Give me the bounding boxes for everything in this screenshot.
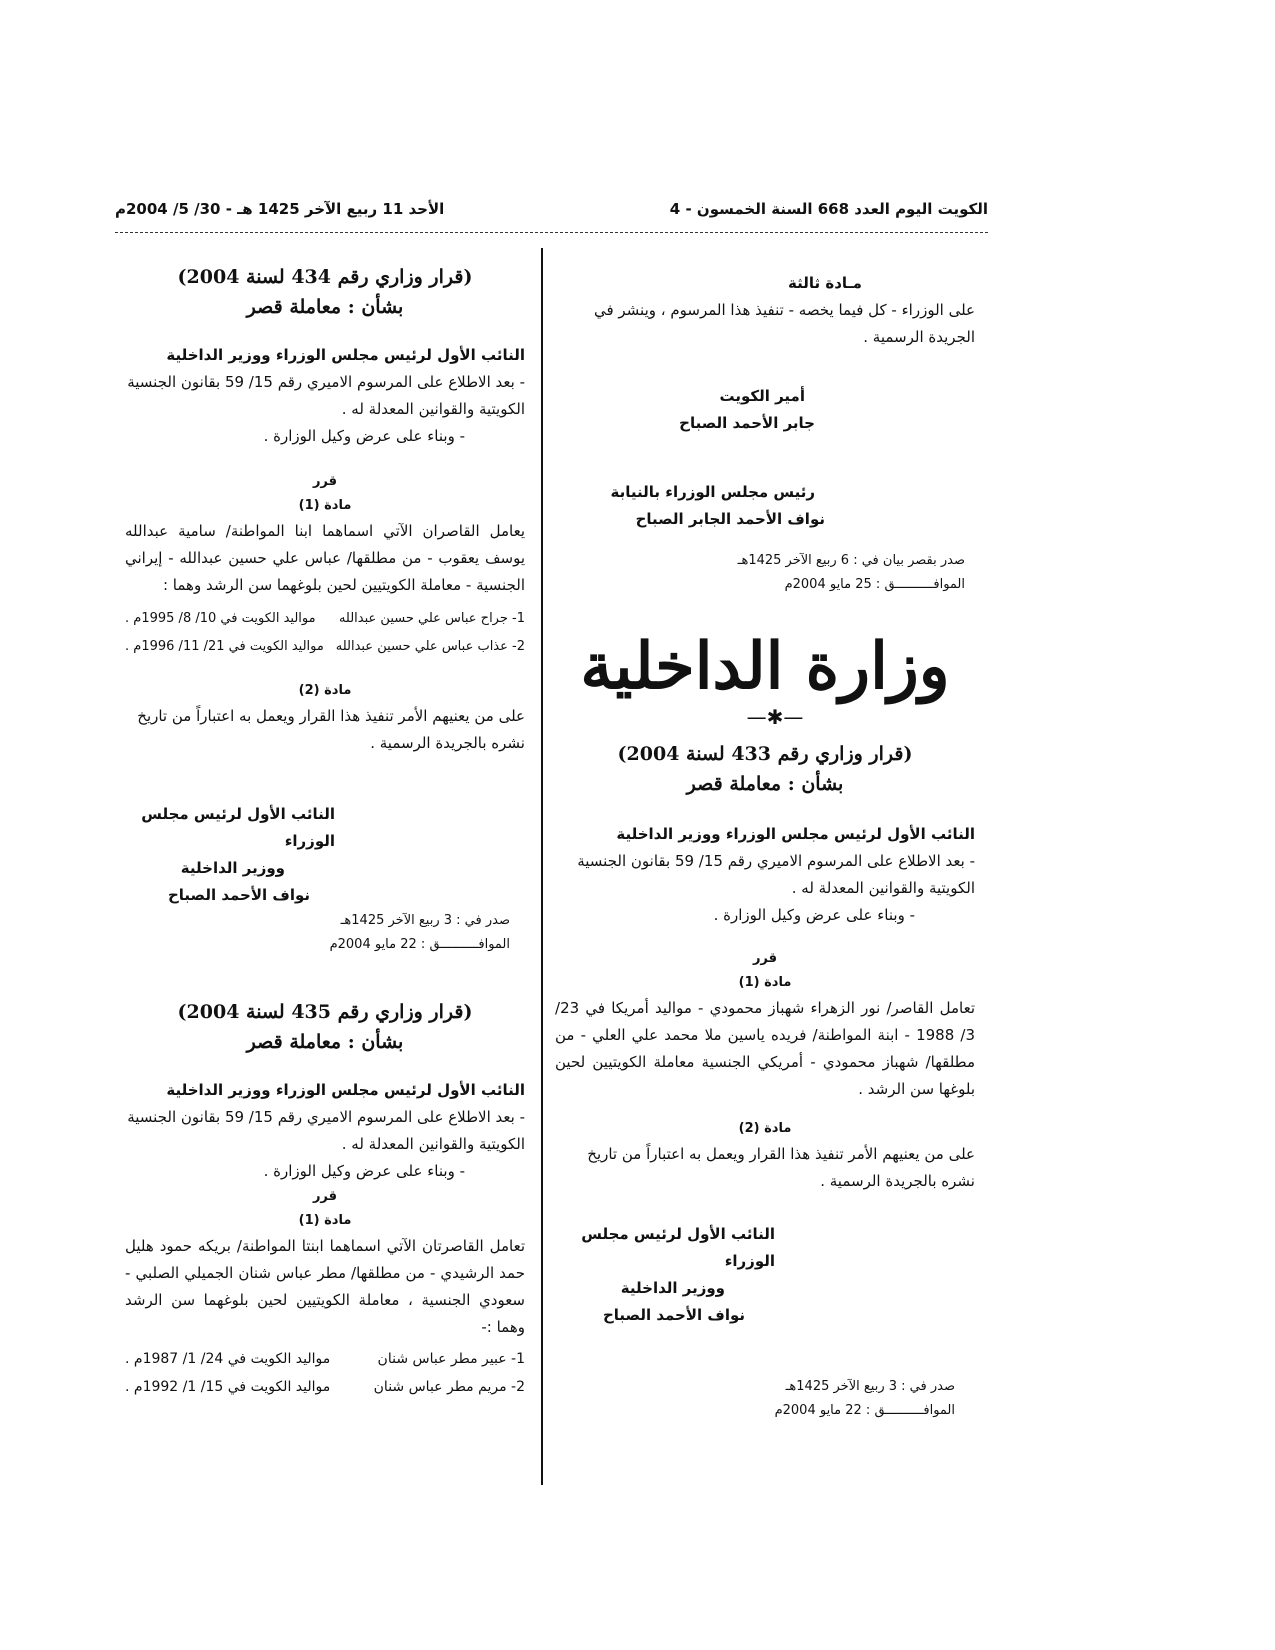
- person-name: 1- عبير مطر عباس شنان: [377, 1351, 525, 1367]
- ministry-logo: وزارة الداخلية: [580, 629, 950, 704]
- person-birth: مواليد الكويت في 21/ 11/ 1996م .: [125, 639, 324, 654]
- emir-name: جابر الأحمد الصباح: [679, 414, 815, 432]
- decision435-issuer: النائب الأول لرئيس مجلس الوزراء ووزير الداخلية: [166, 1081, 525, 1099]
- decision433-art1-title: مادة (1): [738, 975, 792, 990]
- decision434-preamble2: - وبناء على عرض وكيل الوزارة .: [263, 427, 465, 445]
- article3-title: مـادة ثالثة: [788, 274, 862, 292]
- decision433-sign-name: نواف الأحمد الصباح: [602, 1306, 745, 1324]
- decision434-art1-text: يعامل القاصران الآتي اسماهما ابنا المواطنة/ سامية عبدالله يوسف يعقوب - من مطلقها/ عباس علي حسين عبدالله - إيراني الجنسية - معاملة الكويتيين لحين بلوغهما سن الرشد وهما :: [125, 522, 525, 594]
- corresponding-line: الموافــــــــــق : 25 مايو 2004م: [784, 577, 965, 592]
- column-divider: [541, 248, 543, 1485]
- decision435-decided: قرر: [312, 1189, 338, 1204]
- decision434-sign-name: نواف الأحمد الصباح: [167, 886, 310, 904]
- decision435-art1-title: مادة (1): [298, 1213, 352, 1228]
- decision435-preamble1: - بعد الاطلاع على المرسوم الاميري رقم 15/ 59 بقانون الجنسية الكويتية والقوانين المعدلة له .: [127, 1108, 525, 1153]
- decision433-issued: صدر في : 3 ربيع الآخر 1425هـ: [785, 1379, 955, 1394]
- decision435-art1-text: تعامل القاصرتان الآتي اسماهما ابنتا المواطنة/ بريكه حمود هليل حمد الرشيدي - من مطلقها/ مطر عباس شنان الجميلي الصلبي - سعودي الجنسية ، معاملة الكويتيين لحين بلوغهما سن الرشد وهما :-: [125, 1237, 525, 1336]
- decision433-issuer: النائب الأول لرئيس مجلس الوزراء ووزير الداخلية: [616, 825, 975, 843]
- decision434-issued: صدر في : 3 ربيع الآخر 1425هـ: [340, 913, 510, 928]
- pm-name: نواف الأحمد الجابر الصباح: [635, 510, 825, 528]
- decision435-subject: بشأن : معاملة قصر: [246, 1031, 404, 1053]
- person-name: 2- مريم مطر عباس شنان: [373, 1379, 525, 1395]
- decision434-sign-title1: النائب الأول لرئيس مجلس الوزراء: [141, 805, 335, 850]
- decision435-title: (قرار وزاري رقم 435 لسنة 2004): [177, 1001, 473, 1023]
- article3-text: على الوزراء - كل فيما يخصه - تنفيذ هذا المرسوم ، وينشر في الجريدة الرسمية .: [593, 301, 975, 346]
- decision435-preamble2: - وبناء على عرض وكيل الوزارة .: [263, 1162, 465, 1180]
- decision433-corresponding: الموافــــــــــق : 22 مايو 2004م: [774, 1403, 955, 1418]
- person-name: 2- عذاب عباس علي حسين عبدالله: [335, 639, 525, 654]
- decision435-person-row: [125, 1345, 525, 1373]
- decision433-sign-title2: ووزير الداخلية: [620, 1279, 725, 1297]
- page-header-right: الكويت اليوم العدد 668 السنة الخمسون - 4: [669, 200, 988, 218]
- emir-title: أمير الكويت: [719, 387, 805, 405]
- person-birth: مواليد الكويت في 24/ 1/ 1987م .: [125, 1351, 331, 1367]
- decision434-sign-title2: ووزير الداخلية: [180, 859, 285, 877]
- decision434-art1-title: مادة (1): [298, 498, 352, 513]
- decision434-subject: بشأن : معاملة قصر: [246, 296, 404, 318]
- ornament: —✱—: [746, 705, 804, 729]
- right-column: [555, 270, 975, 1423]
- person-birth: مواليد الكويت في 10/ 8/ 1995م .: [125, 611, 316, 626]
- page-header-left: الأحد 11 ربيع الآخر 1425 هـ - 30/ 5/ 2004م: [115, 200, 445, 218]
- person-name: 1- جراح عباس علي حسين عبدالله: [338, 611, 525, 626]
- decision434-corresponding: الموافــــــــــق : 22 مايو 2004م: [329, 937, 510, 952]
- decision434-issuer: النائب الأول لرئيس مجلس الوزراء ووزير الداخلية: [166, 346, 525, 364]
- issued-line: صدر بقصر بيان في : 6 ربيع الآخر 1425هـ: [737, 553, 965, 568]
- decision433-art1-text: تعامل القاصر/ نور الزهراء شهباز محمودي - مواليد أمريكا في 23/ 3/ 1988 - ابنة المواطنة/ فريده ياسين ملا محمد علي العلي - من مطلقها/ شهباز محمودي - أمريكي الجنسية معاملة الكويتيين لحين بلوغها سن الرشد .: [555, 999, 975, 1098]
- decision434-decided: قرر: [312, 474, 338, 489]
- left-column: [125, 262, 525, 1401]
- decision435-person-row: [125, 1373, 525, 1401]
- decision433-decided: قرر: [752, 951, 778, 966]
- decision434-person-row: [125, 605, 525, 633]
- pm-title: رئيس مجلس الوزراء بالنيابة: [610, 483, 815, 501]
- decision433-preamble2: - وبناء على عرض وكيل الوزارة .: [713, 906, 915, 924]
- decision433-subject: بشأن : معاملة قصر: [686, 773, 844, 795]
- decision433-preamble1: - بعد الاطلاع على المرسوم الاميري رقم 15/ 59 بقانون الجنسية الكويتية والقوانين المعدلة له .: [577, 852, 975, 897]
- decision434-art2-title: مادة (2): [298, 683, 352, 698]
- decision433-art2-text: على من يعنيهم الأمر تنفيذ هذا القرار ويعمل به اعتباراً من تاريخ نشره بالجريدة الرسمية .: [587, 1145, 975, 1190]
- person-birth: مواليد الكويت في 15/ 1/ 1992م .: [125, 1379, 331, 1395]
- decision434-title: (قرار وزاري رقم 434 لسنة 2004): [177, 266, 473, 288]
- decision433-title: (قرار وزاري رقم 433 لسنة 2004): [617, 743, 913, 765]
- header-divider: [115, 232, 988, 233]
- decision433-sign-title1: النائب الأول لرئيس مجلس الوزراء: [581, 1225, 775, 1270]
- decision434-preamble1: - بعد الاطلاع على المرسوم الاميري رقم 15/ 59 بقانون الجنسية الكويتية والقوانين المعدلة له .: [127, 373, 525, 418]
- decision434-person-row: [125, 633, 525, 661]
- decision433-art2-title: مادة (2): [738, 1121, 792, 1136]
- decision434-art2-text: على من يعنيهم الأمر تنفيذ هذا القرار ويعمل به اعتباراً من تاريخ نشره بالجريدة الرسمية .: [137, 707, 525, 752]
